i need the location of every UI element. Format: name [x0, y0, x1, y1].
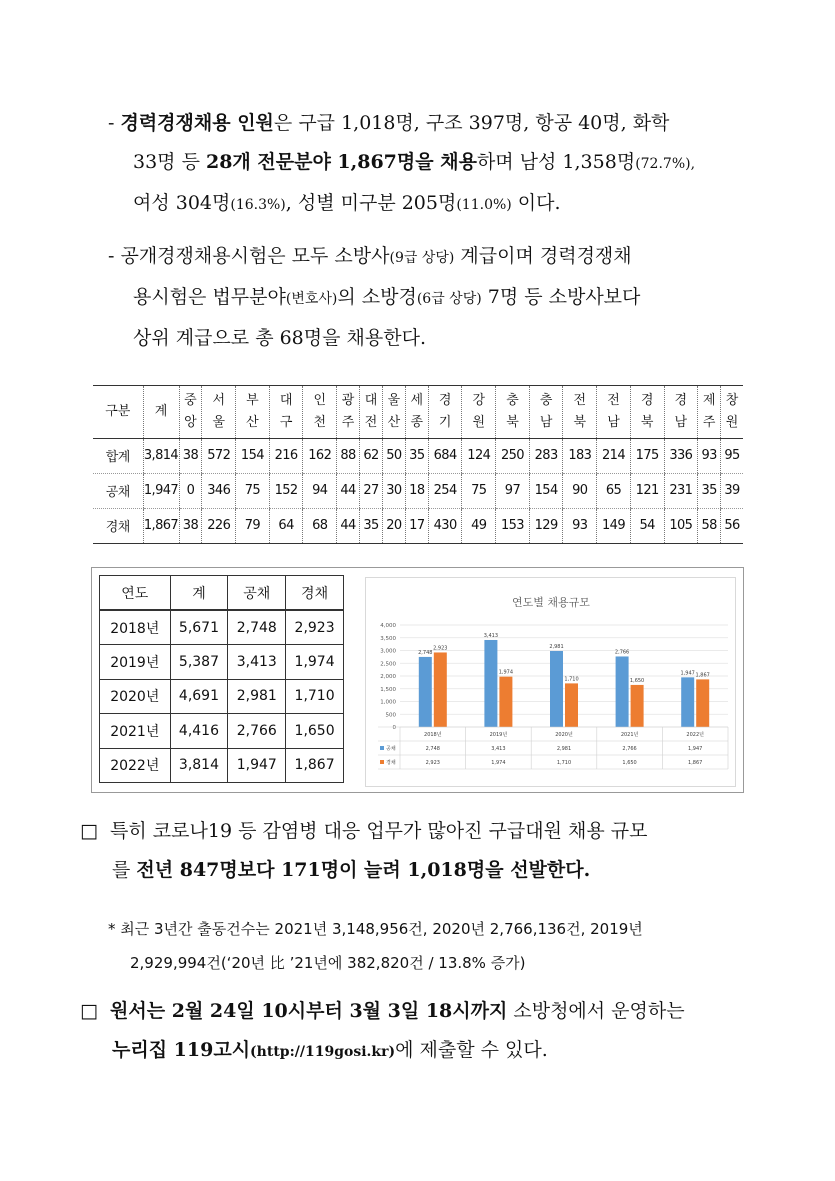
x-category-label: 2019년 [489, 732, 508, 738]
yearly-cell: 2,748 [228, 610, 286, 645]
regional-cell: 합계 [93, 438, 143, 473]
regional-cell: 684 [428, 438, 462, 473]
regional-cell: 3,814 [143, 438, 179, 473]
yearly-cell: 2021년 [100, 714, 171, 749]
p3-line-1 [80, 812, 770, 851]
p4-bold-2: 누리집 119고시 [112, 1039, 251, 1061]
x-category-label: 2022년 [686, 732, 704, 738]
p4-text-2c: 에 제출할 수 있다. [395, 1039, 548, 1061]
regional-cell: 62 [360, 438, 383, 473]
data-table-value: 2,748 [425, 746, 440, 752]
checkbox-square-icon: □ [80, 1000, 98, 1022]
p3-line-2 [80, 851, 770, 890]
regional-header-cell: 구분 [93, 386, 143, 438]
open-recruit-paragraph [108, 237, 768, 358]
bar-value-label: 1,947 [680, 670, 695, 677]
regional-cell: 430 [428, 508, 462, 543]
regional-header-cell: 광 주 [337, 386, 360, 438]
regional-cell: 49 [462, 508, 496, 543]
yearly-cell: 2,981 [228, 679, 286, 714]
regional-header-cell: 전 남 [597, 386, 631, 438]
p1-pct-2: (16.3%) [230, 197, 286, 213]
p4-bold-1: 원서는 2월 24일 10시부터 3월 3일 18시까지 [110, 1000, 508, 1022]
legend-swatch-경채 [380, 760, 384, 764]
p1-line-3 [108, 184, 768, 225]
regional-cell: 0 [179, 473, 202, 508]
bar-value-label: 1,974 [498, 669, 514, 676]
regional-cell: 124 [462, 438, 496, 473]
p1-text-3e: 이다. [511, 192, 561, 214]
yearly-chart-svg [366, 578, 737, 788]
p2-paren-2: (변호사) [285, 291, 338, 307]
regional-header-cell: 대 구 [269, 386, 303, 438]
regional-cell: 90 [563, 473, 597, 508]
y-tick-label: 1,000 [380, 699, 396, 706]
legend-label: 공채 [386, 746, 396, 752]
yearly-header-cell: 경채 [286, 576, 344, 611]
regional-cell: 공채 [93, 473, 143, 508]
bar-value-label: 3,413 [483, 632, 499, 639]
bar-value-label: 2,766 [614, 649, 630, 656]
bar-value-label: 2,748 [418, 649, 433, 656]
p1-bold-1: 경력경쟁채용 인원 [120, 112, 274, 134]
regional-cell: 35 [405, 438, 428, 473]
p1-line-2 [108, 143, 768, 184]
p3-text-1: 특히 코로나19 등 감염병 대응 업무가 많아진 구급대원 채용 규모 [110, 820, 648, 842]
chart-title: 연도별 채용규모 [512, 596, 590, 609]
p4-text-1b: 소방청에서 운영하는 [507, 1000, 685, 1022]
yearly-header-cell: 공채 [228, 576, 286, 611]
regional-header-cell: 경 남 [664, 386, 698, 438]
p1-pct-1: (72.7%), [635, 156, 696, 172]
yearly-cell: 2,923 [286, 610, 344, 645]
bar-공채 [681, 677, 694, 727]
regional-header-cell: 충 남 [529, 386, 563, 438]
regional-cell: 105 [664, 508, 698, 543]
regional-cell: 88 [337, 438, 360, 473]
yearly-cell: 2019년 [100, 645, 171, 680]
regional-cell: 94 [303, 473, 337, 508]
yearly-row [100, 645, 344, 680]
data-table-value: 2,923 [425, 760, 440, 766]
regional-cell: 149 [597, 508, 631, 543]
regional-cell: 214 [597, 438, 631, 473]
data-table-value: 1,947 [688, 746, 703, 752]
regional-header-cell: 대 전 [360, 386, 383, 438]
regional-cell: 39 [721, 473, 743, 508]
dispatch-note [108, 912, 758, 980]
regional-cell: 65 [597, 473, 631, 508]
p2-line-1 [108, 237, 768, 278]
p2-line-3 [108, 319, 768, 358]
regional-header-cell: 부 산 [236, 386, 270, 438]
p4-line-1 [80, 992, 770, 1031]
yearly-row [100, 610, 344, 645]
regional-cell: 254 [428, 473, 462, 508]
regional-cell: 17 [405, 508, 428, 543]
regional-header-cell: 전 북 [563, 386, 597, 438]
data-table-value: 2,766 [622, 746, 637, 752]
regional-cell: 75 [462, 473, 496, 508]
p3-bold-2: 전년 847명보다 171명이 늘려 1,018명을 선발한다. [136, 859, 591, 881]
yearly-cell: 3,814 [170, 748, 228, 783]
yearly-chart [365, 577, 736, 787]
yearly-cell: 5,387 [170, 645, 228, 680]
bullet-dash: - [108, 112, 121, 134]
p2-paren-3: (6급 상당) [416, 291, 482, 307]
y-tick-label: 500 [385, 712, 396, 719]
regional-cell: 153 [496, 508, 530, 543]
yearly-row [100, 714, 344, 749]
regional-header-cell: 제 주 [698, 386, 721, 438]
p2-paren-1: (9급 상당) [389, 250, 455, 266]
regional-header-cell: 계 [143, 386, 179, 438]
p1-line-1 [108, 104, 768, 143]
p2-text-2a: 용시험은 법무분야 [133, 286, 286, 308]
regional-cell: 231 [664, 473, 698, 508]
regional-cell: 20 [382, 508, 405, 543]
regional-cell: 68 [303, 508, 337, 543]
regional-cell: 1,947 [143, 473, 179, 508]
regional-header-cell: 충 북 [496, 386, 530, 438]
regional-cell: 44 [337, 473, 360, 508]
regional-cell: 121 [630, 473, 664, 508]
p1-bold-2: 28개 전문분야 1,867명을 채용 [205, 151, 477, 173]
y-tick-label: 3,500 [380, 635, 396, 642]
x-category-label: 2018년 [424, 732, 442, 738]
regional-cell: 27 [360, 473, 383, 508]
data-table-value: 2,981 [556, 746, 572, 752]
p3-text-2a: 를 [112, 859, 137, 881]
regional-header-cell: 경 기 [428, 386, 462, 438]
bar-경채 [565, 683, 578, 727]
yearly-cell: 2018년 [100, 610, 171, 645]
p4-line-2 [80, 1031, 770, 1072]
p1-text-2c: 하며 남성 1,358명 [476, 151, 636, 173]
regional-cell: 35 [698, 473, 721, 508]
data-table-value: 1,710 [556, 760, 572, 766]
checkbox-square-icon: □ [80, 820, 98, 842]
regional-cell: 226 [202, 508, 236, 543]
regional-cell: 30 [382, 473, 405, 508]
yearly-cell: 1,974 [286, 645, 344, 680]
regional-cell: 346 [202, 473, 236, 508]
data-table-value: 1,974 [491, 760, 506, 766]
yearly-cell: 4,416 [170, 714, 228, 749]
bar-경채 [696, 679, 709, 727]
p2-text-1a: - 공개경쟁채용시험은 모두 소방사 [108, 245, 390, 267]
y-tick-label: 1,500 [380, 686, 396, 693]
gosi-site-link[interactable]: (http://119gosi.kr) [250, 1044, 396, 1060]
legend-label: 경채 [386, 760, 396, 766]
bar-경채 [631, 685, 644, 727]
regional-cell: 93 [563, 508, 597, 543]
regional-header-cell: 경 북 [630, 386, 664, 438]
regional-header-cell: 서 울 [202, 386, 236, 438]
bar-공채 [484, 640, 497, 727]
regional-cell: 216 [269, 438, 303, 473]
yearly-section [91, 567, 744, 793]
regional-row [93, 473, 743, 508]
regional-cell: 58 [698, 508, 721, 543]
regional-cell: 154 [529, 473, 563, 508]
regional-cell: 44 [337, 508, 360, 543]
p1-pct-3: (11.0%) [456, 197, 512, 213]
p2-text-2c: 의 소방경 [337, 286, 417, 308]
regional-header-cell: 중 앙 [179, 386, 202, 438]
regional-cell: 18 [405, 473, 428, 508]
regional-cell: 79 [236, 508, 270, 543]
legend-swatch-공채 [380, 746, 384, 750]
yearly-header-cell: 연도 [100, 576, 171, 611]
regional-header-cell: 창 원 [721, 386, 743, 438]
bar-공채 [419, 657, 432, 727]
regional-header-cell: 세 종 [405, 386, 428, 438]
yearly-cell: 3,413 [228, 645, 286, 680]
note-line-1: * 최근 3년간 출동건수는 2021년 3,148,956건, 2020년 2,766,136건, 2019년 [108, 920, 643, 938]
yearly-row [100, 679, 344, 714]
emt-recruit-paragraph [80, 812, 770, 890]
regional-cell: 경채 [93, 508, 143, 543]
regional-cell: 183 [563, 438, 597, 473]
bar-value-label: 2,981 [549, 643, 564, 650]
regional-cell: 1,867 [143, 508, 179, 543]
yearly-row [100, 748, 344, 783]
career-recruit-paragraph [108, 104, 768, 225]
regional-cell: 75 [236, 473, 270, 508]
x-category-label: 2021년 [620, 732, 639, 738]
bar-경채 [499, 677, 512, 727]
regional-cell: 572 [202, 438, 236, 473]
regional-recruit-table [93, 386, 743, 544]
yearly-cell: 1,867 [286, 748, 344, 783]
yearly-header-cell: 계 [170, 576, 228, 611]
note-line-2: 2,929,994건(‘20년 比 ’21년에 382,820건 / 13.8% 증가) [130, 954, 526, 972]
yearly-cell: 1,650 [286, 714, 344, 749]
regional-cell: 64 [269, 508, 303, 543]
regional-cell: 38 [179, 438, 202, 473]
regional-header-cell: 울 산 [382, 386, 405, 438]
yearly-cell: 4,691 [170, 679, 228, 714]
regional-cell: 336 [664, 438, 698, 473]
regional-cell: 152 [269, 473, 303, 508]
p2-line-2 [108, 278, 768, 319]
p1-text-1: 은 구급 1,018명, 구조 397명, 항공 40명, 화학 [273, 112, 670, 134]
yearly-cell: 1,710 [286, 679, 344, 714]
p1-text-3c: , 성별 미구분 205명 [285, 192, 457, 214]
regional-cell: 250 [496, 438, 530, 473]
bar-value-label: 1,867 [695, 672, 710, 679]
regional-cell: 162 [303, 438, 337, 473]
regional-row [93, 508, 743, 543]
regional-cell: 95 [721, 438, 743, 473]
yearly-cell: 2,766 [228, 714, 286, 749]
bar-공채 [616, 656, 629, 727]
regional-cell: 129 [529, 508, 563, 543]
regional-cell: 38 [179, 508, 202, 543]
p2-text-2e: 7명 등 소방사보다 [481, 286, 641, 308]
bar-value-label: 1,650 [629, 677, 645, 684]
regional-cell: 35 [360, 508, 383, 543]
yearly-cell: 5,671 [170, 610, 228, 645]
regional-cell: 93 [698, 438, 721, 473]
regional-cell: 175 [630, 438, 664, 473]
data-table-value: 1,650 [622, 760, 637, 766]
regional-row [93, 438, 743, 473]
yearly-cell: 2022년 [100, 748, 171, 783]
x-category-label: 2020년 [555, 732, 573, 738]
p2-text-1c: 계급이며 경력경쟁채 [454, 245, 632, 267]
application-paragraph [80, 992, 770, 1072]
bar-value-label: 1,710 [564, 676, 579, 683]
bar-공채 [550, 651, 563, 727]
data-table-value: 1,867 [688, 760, 703, 766]
y-tick-label: 3,000 [380, 648, 396, 655]
regional-header-cell: 강 원 [462, 386, 496, 438]
regional-cell: 97 [496, 473, 530, 508]
y-tick-label: 4,000 [380, 623, 396, 629]
regional-cell: 50 [382, 438, 405, 473]
regional-cell: 54 [630, 508, 664, 543]
regional-cell: 154 [236, 438, 270, 473]
data-table-value: 3,413 [491, 746, 506, 752]
p1-text-3a: 여성 304명 [133, 192, 231, 214]
bar-경채 [434, 652, 447, 727]
yearly-cell: 2020년 [100, 679, 171, 714]
p2-text-3: 상위 계급으로 총 68명을 채용한다. [133, 327, 426, 349]
yearly-cell: 1,947 [228, 748, 286, 783]
p1-text-2a: 33명 등 [133, 151, 206, 173]
regional-cell: 56 [721, 508, 743, 543]
y-tick-label: 0 [392, 725, 396, 731]
regional-header-cell: 인 천 [303, 386, 337, 438]
bar-value-label: 2,923 [433, 645, 448, 652]
yearly-recruit-table [99, 575, 344, 783]
regional-cell: 283 [529, 438, 563, 473]
y-tick-label: 2,000 [380, 674, 396, 680]
y-tick-label: 2,500 [380, 661, 396, 668]
